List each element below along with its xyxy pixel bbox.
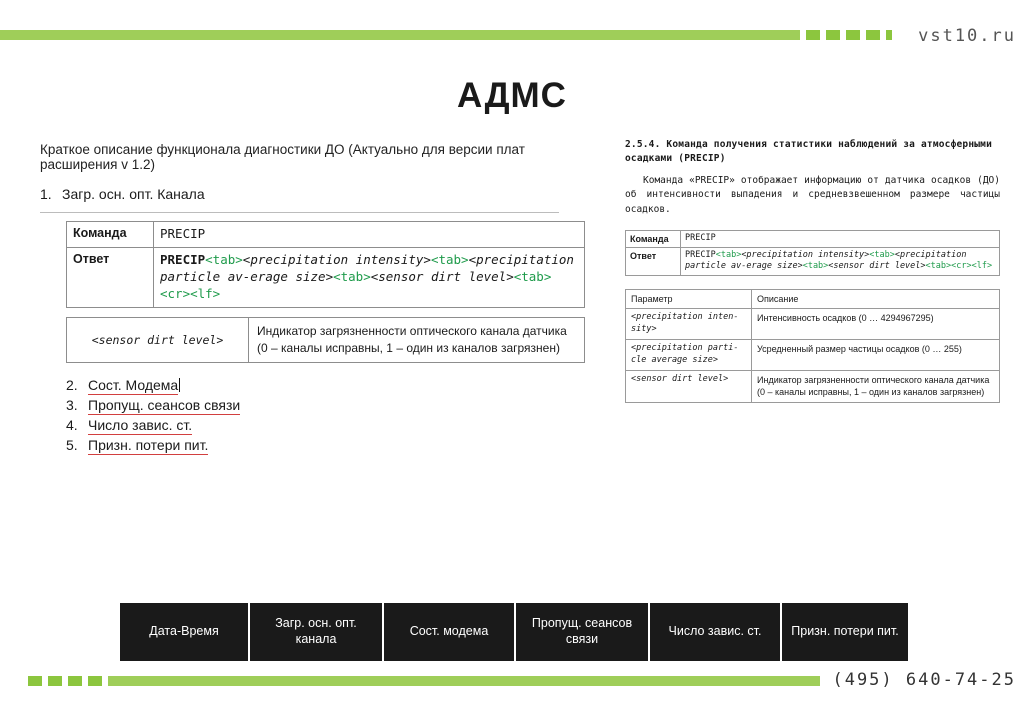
- command-value-cell: PRECIP: [154, 222, 585, 248]
- answer-token: <tab>: [513, 268, 552, 284]
- right-params-table: [625, 289, 1000, 403]
- answer-token: <cr><lf>: [951, 261, 993, 272]
- list-item-number: 2.: [66, 377, 78, 394]
- left-doc-heading: Краткое описание функционала диагностики ДО (Актуально для версии плат расширения v 1.2): [40, 142, 525, 172]
- answer-token: <tab>: [715, 249, 742, 260]
- answer-token: <tab>: [205, 251, 243, 267]
- bottom-bar-dash-2: [48, 676, 62, 686]
- right-doc-paragraph: Команда «PRECIP» отображает информацию от датчика осадков (ДО) об интенсивности выпадения и средневзвешенном размере частицы осадков.: [625, 174, 1000, 215]
- answer-token: <tab>: [869, 249, 895, 260]
- answer-prefix: PRECIP: [160, 251, 206, 267]
- grid-cell-power-loss: Призн. потери пит.: [780, 603, 908, 661]
- answer-label-cell: Ответ: [626, 247, 681, 275]
- grid-cell-hung-stations: Число завис. ст.: [648, 603, 780, 661]
- site-label: vst10.ru: [918, 26, 1016, 46]
- contact-phone: (495) 640-74-25: [832, 670, 1016, 690]
- top-bar-dash-1: [806, 30, 820, 40]
- answer-token: <sensor dirt level>: [370, 268, 514, 284]
- list-item-label: Сост. Модема: [88, 377, 179, 394]
- left-sensor-dirt-table: [66, 317, 585, 364]
- top-bar-dash-5: [886, 30, 892, 40]
- list-item-label: Призн. потери пит.: [88, 437, 209, 454]
- table-row: [626, 370, 1000, 402]
- answer-token: <sensor dirt level>: [828, 261, 926, 272]
- answer-token: <precipitation intensity>: [741, 249, 870, 260]
- list-item-1-wrapper: [40, 186, 559, 213]
- list-item-label: Пропущ. сеансов связи: [88, 397, 241, 414]
- top-bar-dash-3: [846, 30, 860, 40]
- answer-token: <precipitation particle av-erage size>: [160, 251, 574, 284]
- param-name-cell: <precipitation parti-cle average size>: [626, 340, 752, 371]
- param-desc-cell: Интенсивность осадков (0 … 4294967295): [752, 309, 1000, 340]
- table-row: [626, 230, 1000, 247]
- answer-token: <cr><lf>: [160, 285, 221, 301]
- table-row: [67, 247, 585, 307]
- table-row: [67, 222, 585, 248]
- list-item-label: Число завис. ст.: [88, 417, 193, 434]
- grid-cell-missed-sessions: Пропущ. сеансов связи: [514, 603, 648, 661]
- answer-token: <tab>: [430, 251, 469, 267]
- list-item: [40, 186, 559, 202]
- bottom-bar-solid: [108, 676, 820, 686]
- answer-token: <tab>: [925, 261, 952, 272]
- answer-value-cell: [154, 247, 585, 307]
- top-bar-solid: [0, 30, 800, 40]
- list-item-label: Загр. осн. опт. Канала: [62, 186, 205, 202]
- right-doc-section-title: 2.5.4. Команда получения статистики наблюдений за атмосферными осадками (PRECIP): [625, 139, 993, 165]
- grid-cell-datetime: Дата-Время: [149, 624, 219, 639]
- left-command-table: [66, 221, 585, 308]
- params-header-param: Параметр: [626, 289, 752, 309]
- command-label-cell: Команда: [626, 230, 681, 247]
- table-row: [67, 317, 585, 363]
- param-name-cell: <precipitation inten-sity>: [626, 309, 752, 340]
- answer-token: <tab>: [333, 268, 371, 284]
- bottom-bar-dash-4: [88, 676, 102, 686]
- list-item-number: 5.: [66, 437, 78, 454]
- list-item-number: 4.: [66, 417, 78, 434]
- param-desc-cell: Индикатор загрязненности оптического канала датчика (0 – каналы исправны, 1 – один из каналов загрязнен): [752, 370, 1000, 402]
- sensor-dirt-key-cell: <sensor dirt level>: [67, 317, 249, 363]
- answer-token: <tab>: [802, 261, 829, 272]
- answer-label-cell: Ответ: [67, 247, 154, 307]
- table-header-row: [626, 289, 1000, 309]
- sensor-dirt-value-cell: Индикатор загрязненности оптического канала датчика (0 – каналы исправны, 1 – один из каналов загрязнен): [249, 317, 585, 363]
- list-item: [66, 417, 585, 433]
- grid-cell-modem-state: Сост. модема: [382, 603, 514, 661]
- param-desc-cell: Усредненный размер частицы осадков (0 … 255): [752, 340, 1000, 371]
- command-label-cell: Команда: [67, 222, 154, 248]
- top-decoration-bar: [0, 30, 1024, 40]
- list-item: [66, 397, 585, 413]
- answer-value-cell: [681, 247, 1000, 275]
- command-value-cell: PRECIP: [681, 230, 1000, 247]
- top-bar-dash-4: [866, 30, 880, 40]
- list-item: [66, 437, 585, 453]
- grid-cell-optical-channel: Загр. осн. опт. канала: [248, 603, 382, 661]
- param-name-cell: <sensor dirt level>: [626, 370, 752, 402]
- list-item: [66, 377, 585, 393]
- left-doc-list: [66, 377, 585, 453]
- top-bar-dash-2: [826, 30, 840, 40]
- table-row: [626, 309, 1000, 340]
- bottom-fields-table: [120, 603, 908, 661]
- table-row: [626, 340, 1000, 371]
- bottom-bar-dash-3: [68, 676, 82, 686]
- page-title: АДМС: [457, 76, 567, 115]
- list-item-number: 3.: [66, 397, 78, 414]
- left-document-block: [40, 142, 585, 457]
- answer-prefix: PRECIP: [685, 249, 716, 260]
- answer-token: <precipitation intensity>: [242, 251, 431, 267]
- text-caret: [179, 378, 180, 392]
- right-document-block: [625, 138, 1000, 403]
- bottom-bar-dash-1: [28, 676, 42, 686]
- list-item-number: 1.: [40, 186, 52, 202]
- answer-token: <precipitation particle av-erage size>: [685, 249, 967, 272]
- table-row: [626, 247, 1000, 275]
- params-header-description: Описание: [752, 289, 1000, 309]
- right-command-table: [625, 230, 1000, 276]
